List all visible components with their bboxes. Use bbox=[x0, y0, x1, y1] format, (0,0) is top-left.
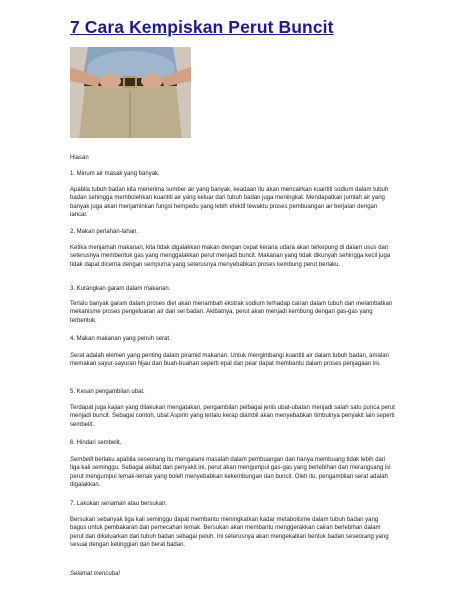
section-4-lead: Serat bbox=[70, 353, 85, 359]
section-1-heading: 1. Minum air masak yang banyak. bbox=[70, 171, 160, 177]
section-6-text: berlaku apabila seseorang itu mengalami masalah dalam pembuangan dan hanya membuang tidak lebih dari tiga kali seminggu. Sebagai akibat dari penyakit ini, perut akan mengumpul gas-gas yang berlebihan dan merangsang isi perut mengumpul lemak-lemak yang boleh menyebabkan kekembungan dan buncit. Oleh itu, pengambilan serat adalah digalakkan. bbox=[70, 457, 391, 489]
photo-caption: Hiasan bbox=[70, 155, 89, 161]
page-title[interactable]: 7 Cara Kempiskan Perut Buncit bbox=[70, 17, 334, 37]
section-3-body: Terlalu banyak garam dalam proses diet akan menambah ekstrak sodium terhadap cairan dalam tubuh dan melambatkan mekanisme proses pengeluaran air dari sel badan. Akibatnya, perut akan menjadi kembung dengan gas-gas yang terbentuk. bbox=[70, 301, 393, 324]
closing-text: Selamat mencuba! bbox=[70, 571, 121, 577]
belly-illustration bbox=[70, 47, 191, 138]
section-6-body bbox=[70, 456, 395, 490]
section-5-heading: 5. Kesan pengambilan ubat. bbox=[70, 389, 145, 395]
section-1-body: Apabila tubuh badan kita menerima sumber air yang banyak, keadaan itu akan mencairkan kuantiti sodium dalam tubuh badan sehingga membolehkan kuantiti air yang keluar dari tubuh badan juga meningkat. Mendapatkan jumlah air yang banyak juga akan menjaminkan fungsi hempedu yang lebih efektif tewaktu proses pembuangan air berjalan dengan lancar. bbox=[70, 187, 389, 219]
section-7-heading: 7. Lakukan senaman atau bersukan. bbox=[70, 501, 168, 507]
section-4-heading: 4. Makan makanan yang penuh serat. bbox=[70, 336, 171, 342]
section-4-body bbox=[70, 352, 395, 369]
section-3-heading: 3. Kurangkan garam dalam makanan. bbox=[70, 286, 171, 292]
belly-photo bbox=[70, 47, 191, 138]
section-6-lead: Sembelit bbox=[70, 457, 94, 463]
section-6-heading: 6. Hindari sembelit. bbox=[70, 440, 122, 446]
section-7-body: Bersukan sebanyak tiga kali seminggu dapat membantu meningkatkan kadar metabolisme dalam tubuh badan yang bagus untuk pembakaran dan pemecahan lemak. Bersukan akan membantu menggerakkan cairan berlebihan dalam perut dan dikeluarkan dari tubuh badan sebagai peluh. Ini seterusnya akan mengekalkan bentuk badan seseorang yang sesuai dengan ketinggian dan berat badan. bbox=[70, 517, 389, 549]
section-2-heading: 2. Makan perlahan-lahan. bbox=[70, 229, 139, 235]
section-2-body: Ketika menjamah makanan, kita tidak digalakkan makan dengan cepat kerana udara akan terkepung di dalam usus dan seterusnya membentuk gas yang menggalakkan perut menjadi buncit. Makanan yang tidak dikunyah sehingga kecil juga tidak dapat dicerna dengan sempurna yang seterusnya menyebabkan proses kembung perut berlaku. bbox=[70, 245, 391, 268]
section-5-body: Terdapat juga kajian yang dilakukan mengatakan, pengambilan pelbagai jenis ubat-ubatan menjadi salah satu punca perut menjadi buncit. Sebagai contoh, ubat Aspirin yang terlalu kerap diambil akan menyebabkan timbulnya penyakit lain seperti sembelit. bbox=[70, 405, 395, 428]
section-4-text: adalah elemen yang penting dalam piramid makanan. Untuk mengimbangi kuantiti air dalam tubuh badan, amalan memakan sayur-sayuran hijau dan buah-buahan seperti epal dan pear dapat membantu dalam proses penjagaan ini. bbox=[70, 353, 389, 368]
